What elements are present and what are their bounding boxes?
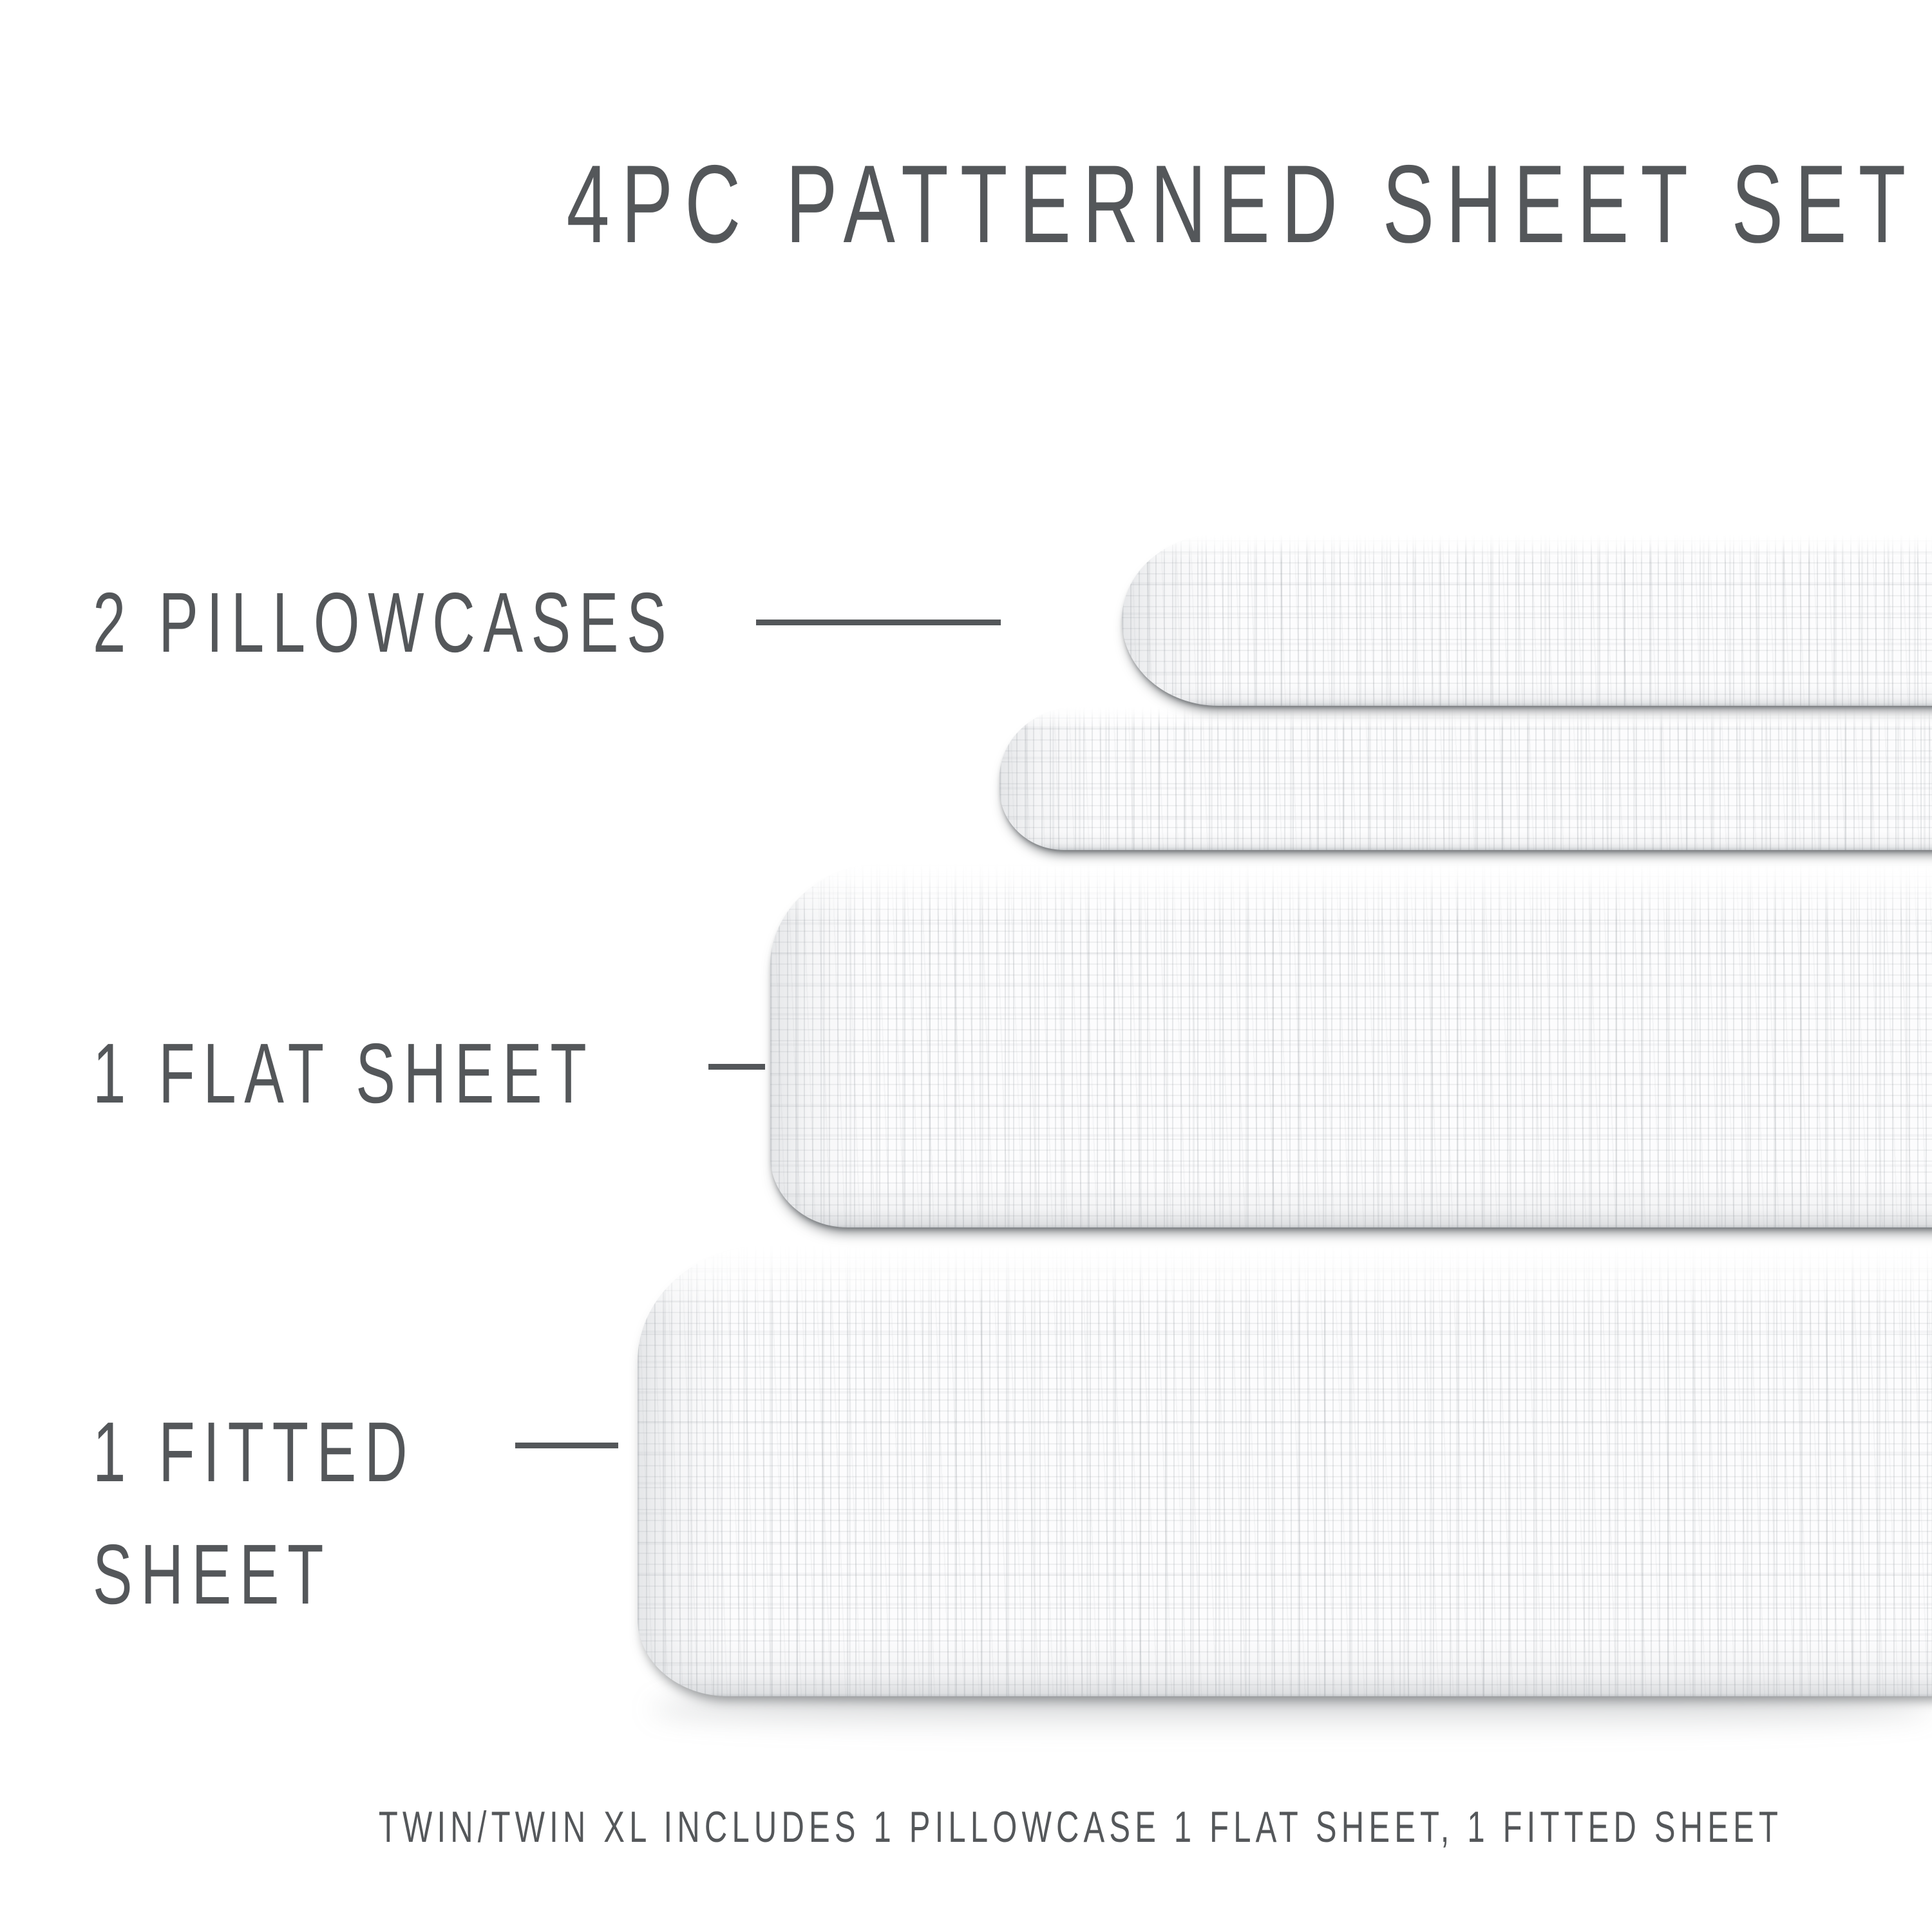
page-title-text: 4PC PATTERNED SHEET SET [566,142,1918,266]
flat-sheet-photo [770,863,1932,1227]
page-title [277,140,1932,268]
label-flat-sheet [93,1012,810,1135]
label-fitted-sheet [93,1391,554,1636]
label-fitted-sheet-line1: 1 FITTED [93,1405,416,1499]
label-pillowcases-text: 2 PILLOWCASES [93,575,675,670]
label-fitted-sheet-line2: SHEET [93,1527,332,1622]
fitted-sheet-photo [638,1245,1932,1696]
pillowcase-top-photo [1122,535,1932,706]
pillowcase-bottom-photo [999,707,1932,850]
leader-line-flat-sheet [708,1064,765,1070]
leader-line-pillowcases [756,620,1001,625]
label-flat-sheet-text: 1 FLAT SHEET [93,1026,595,1121]
footnote-text: TWIN/TWIN XL INCLUDES 1 PILLOWCASE 1 FLAT SHEET, 1 FITTED SHEET [378,1803,1783,1852]
footnote [106,1802,1932,1852]
leader-line-fitted-sheet [515,1443,618,1448]
